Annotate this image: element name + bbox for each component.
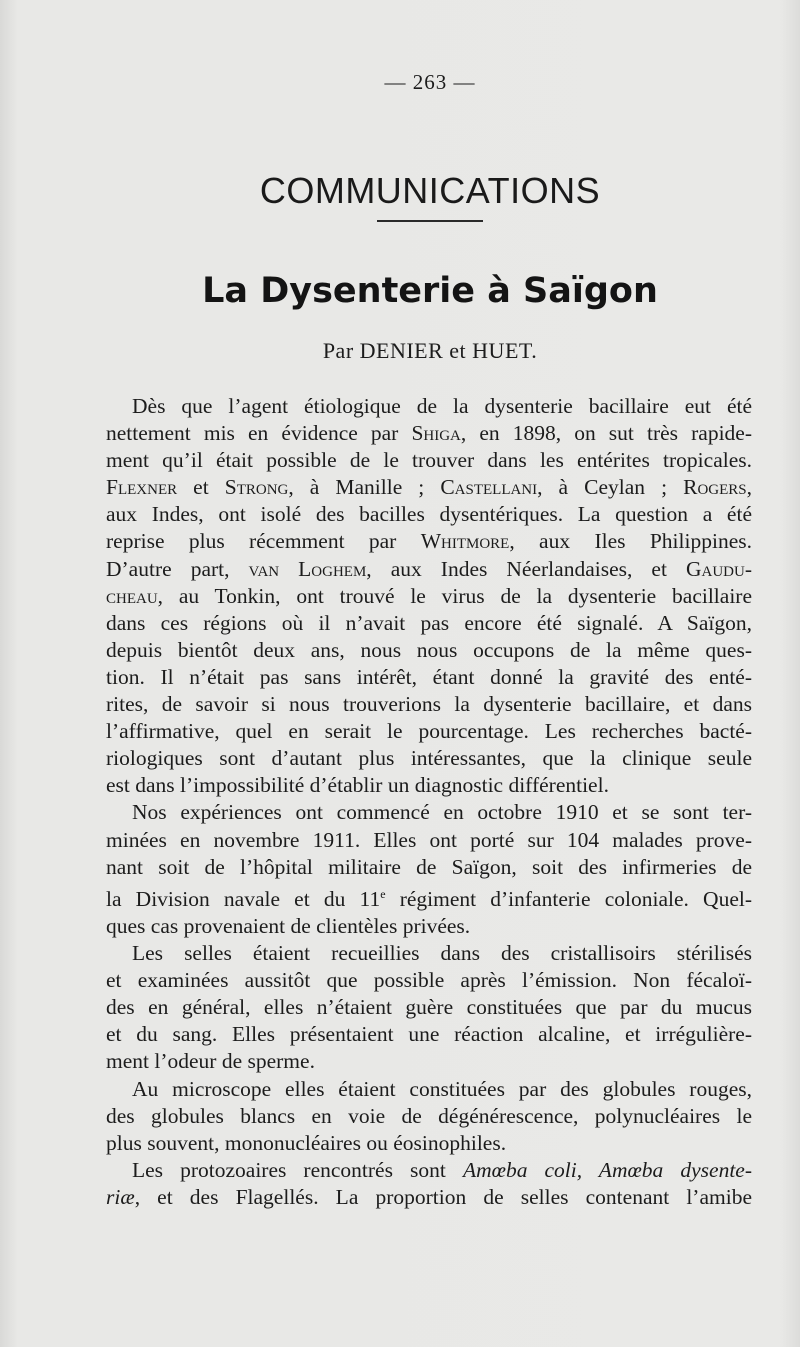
text-segment: Strong: [224, 475, 289, 500]
text-line: [106, 447, 752, 474]
text-segment: Whitmore: [420, 529, 510, 554]
text-segment: Amœba coli, Amœba dysente-: [462, 1157, 752, 1182]
text-line: [106, 881, 752, 913]
text-line: [106, 1103, 752, 1130]
text-segment: Les protozoaires rencontrés sont: [132, 1157, 463, 1182]
text-line: [106, 1157, 752, 1184]
text-segment: des en général, elles n’étaient guère constituées que par du mucus: [106, 995, 752, 1020]
text-segment: , à Ceylan ;: [537, 475, 684, 500]
text-line: [106, 718, 752, 745]
text-segment: Flexner: [106, 475, 178, 500]
text-line: [106, 854, 752, 881]
text-segment: ment qu’il était possible de le trouver dans les entérites tropicales.: [106, 448, 752, 473]
text-segment: riæ: [106, 1184, 135, 1209]
text-segment: Les selles étaient recueillies dans des cristallisoirs stérilisés: [132, 941, 752, 966]
text-line: [106, 1184, 752, 1211]
text-segment: Shiga: [411, 421, 461, 446]
text-segment: , en 1898, on sut très rapide-: [460, 421, 752, 446]
section-title: COMMUNICATIONS: [259, 170, 601, 211]
text-segment: reprise plus récemment par: [106, 529, 421, 554]
body-text: [106, 393, 752, 1211]
article-title: La Dysenterie à Saïgon: [202, 271, 658, 311]
text-line: [106, 528, 752, 555]
text-segment: dans ces régions où il n’avait pas encore été signalé. A Saïgon,: [106, 610, 752, 635]
text-segment: , au Tonkin, ont trouvé le virus de la dysenterie bacillaire: [157, 583, 752, 608]
text-segment: rites, de savoir si nous trouverions la dysenterie bacillaire, et dans: [106, 692, 752, 717]
text-segment: l’affirmative, quel en serait le pourcentage. Les recherches bacté-: [106, 719, 752, 744]
text-segment: D’autre part,: [106, 556, 249, 581]
text-segment: tion. Il n’était pas sans intérêt, étant donné la gravité des enté-: [106, 664, 752, 689]
text-line: [106, 691, 752, 718]
text-line: [106, 799, 752, 826]
text-line: [106, 940, 752, 967]
text-segment: , aux Indes Néerlandaises, et: [366, 556, 686, 581]
text-line: [106, 1021, 752, 1048]
text-line: [106, 556, 752, 583]
text-line: [106, 745, 752, 772]
text-segment: e: [380, 886, 386, 901]
text-segment: nant soit de l’hôpital militaire de Saïgon, soit des infirmeries de: [106, 854, 752, 879]
text-line: [106, 967, 752, 994]
text-segment: Castellani: [440, 475, 538, 500]
text-segment: ,: [746, 475, 752, 500]
text-segment: minées en novembre 1911. Elles ont porté sur 104 malades prove-: [106, 827, 752, 852]
text-segment: van Loghem: [248, 556, 367, 581]
text-line: [106, 772, 752, 799]
text-segment: et examinées aussitôt que possible après l’émission. Non fécaloï-: [106, 968, 752, 993]
text-segment: cheau: [106, 583, 158, 608]
text-segment: riologiques sont d’autant plus intéressantes, que la clinique seule: [106, 746, 752, 771]
text-line: [106, 610, 752, 637]
text-segment: , et des Flagellés. La proportion de selles contenant l’amibe: [134, 1184, 752, 1209]
text-line: [106, 664, 752, 691]
text-line: [106, 501, 752, 528]
text-segment: Au microscope elles étaient constituées par des globules rouges,: [132, 1076, 752, 1101]
text-line: [106, 393, 752, 420]
text-line: [106, 827, 752, 854]
text-segment: des globules blancs en voie de dégénérescence, polynucléaires le: [106, 1103, 752, 1128]
text-line: [106, 420, 752, 447]
text-line: [106, 1130, 752, 1157]
text-segment: Dès que l’agent étiologique de la dysenterie bacillaire eut été: [132, 394, 752, 418]
text-segment: la Division navale et du 11: [106, 886, 381, 911]
text-segment: plus souvent, mononucléaires ou éosinophiles.: [106, 1130, 507, 1155]
page-number: — 263 —: [384, 70, 476, 94]
text-segment: , aux Iles Philippines.: [509, 529, 752, 554]
text-segment: ques cas provenaient de clientèles privées.: [106, 913, 471, 938]
text-segment: Nos expériences ont commencé en octobre 1910 et se sont ter-: [132, 800, 752, 825]
title-divider: [377, 220, 483, 222]
byline: Par DENIER et HUET.: [322, 338, 538, 363]
text-segment: nettement mis en évidence par: [106, 421, 412, 446]
text-segment: est dans l’impossibilité d’établir un diagnostic différentiel.: [106, 773, 609, 798]
text-line: [106, 583, 752, 610]
text-segment: et: [177, 475, 225, 500]
text-segment: et du sang. Elles présentaient une réaction alcaline, et irrégulière-: [106, 1022, 752, 1047]
text-segment: ment l’odeur de sperme.: [106, 1049, 315, 1074]
text-line: [106, 913, 752, 940]
text-line: [106, 994, 752, 1021]
text-segment: régiment d’infanterie coloniale. Quel-: [385, 886, 752, 911]
text-line: [106, 637, 752, 664]
text-line: [106, 474, 752, 501]
text-segment: aux Indes, ont isolé des bacilles dysentériques. La question a été: [106, 502, 752, 527]
text-segment: , à Manille ;: [288, 475, 441, 500]
text-segment: Gaudu-: [685, 556, 752, 581]
text-segment: depuis bientôt deux ans, nous nous occupons de la même ques-: [106, 637, 752, 662]
text-line: [106, 1076, 752, 1103]
text-segment: Rogers: [683, 475, 747, 500]
text-line: [106, 1048, 752, 1075]
